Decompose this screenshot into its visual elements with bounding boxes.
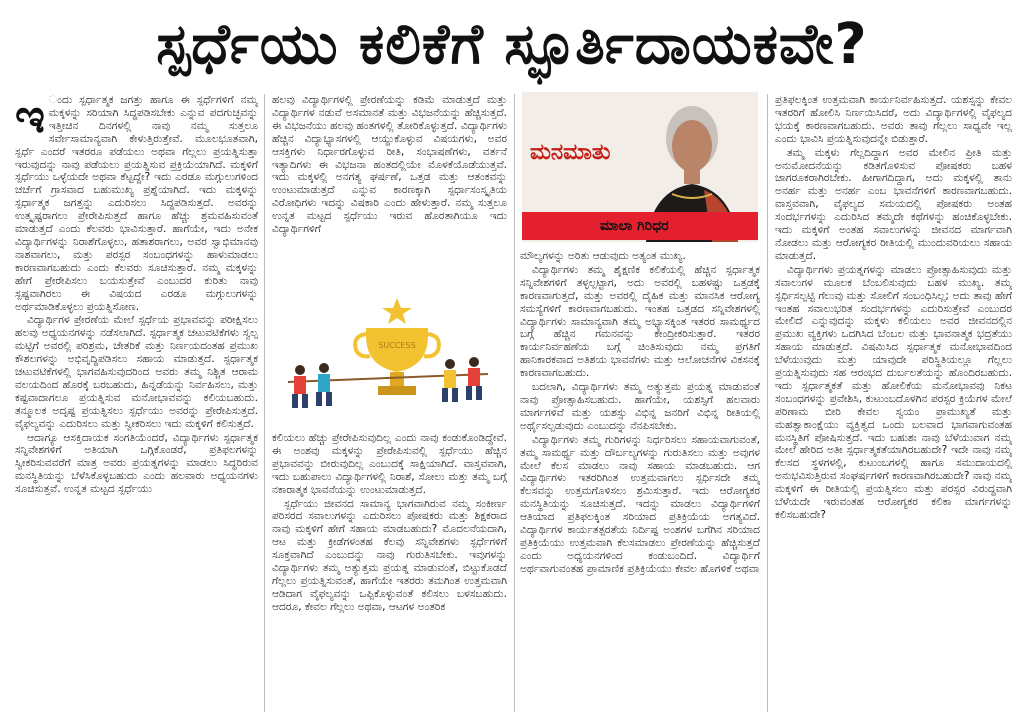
column-divider	[767, 94, 768, 712]
article-column-2-bottom	[272, 432, 507, 712]
paragraph: ವಿದ್ಯಾರ್ಥಿಗಳು ಪ್ರಯತ್ನಗಳನ್ನು ಮಾಡಲು ಪ್ರೋತ್ಸಾಹಿಸುವುದು ಮತ್ತು ಸವಾಲುಗಳ ಮೂಲಕ ಬೆಂಬಲಿಸುವುದು ಬಹಳ ಮುಖ್ಯ. ತಮ್ಮ ಸ್ಪರ್ಧಿಸಲ್ಪಟ್ಟಿ ಗೆಲುವು ಮತ್ತು ಸೋಲಿಗೆ ಸಂಬಂಧಿಸಿಲ್ಲ; ಅದು ತಾವು ಹೇಗೆ ಇಂತಹ ಸವಾಲುಭರಿತ ಸಂದರ್ಭಗಳನ್ನು ಎದುರಿಸುತ್ತೇವೆ ಎಂಬುದರ ಮೇಲಿದೆ ಎನ್ನುವುದನ್ನು ಮಕ್ಕಳು ಕಲಿಯಲು ಅವರ ಜೀವನದಲ್ಲಿನ ಪ್ರಮುಖ ವ್ಯಕ್ತಿಗಳು ಒದಗಿಸಿದ ಬೆಂಬಲ ಮತ್ತು ಭಾವನಾತ್ಮಕ ಭದ್ರತೆಯು ಸಹಾಯ ಮಾಡುತ್ತದೆ. ವಿಷಮಿಸಿದ ಸ್ಪರ್ಧಾತ್ಮಕ ಮನೋಭಾವದಿಂದ ಬೆಳೆಯುವುದು ಮತ್ತು ಯಾವುದೇ ಪರಿಸ್ಥಿತಿಯಲ್ಲೂ ಗೆಲ್ಲಲು ಪ್ರಯತ್ನಿಸುವುದು ಸಹ ಆರಂಭದ ದುರ್ಬಲತೆಯನ್ನು ಹೊಂದಿರಬಹುದು. ಇದು ಸ್ಪರ್ಧಾತ್ಮಕತೆ ಮತ್ತು ಹೋಲಿಕೆಯ ಮನೋಭಾವವು ನಿಕಟ ಸಂಬಂಧಗಳನ್ನು ಪ್ರವೇಶಿಸಿ, ಕುಟುಂಬದೊಳಗಿನ ಪರಸ್ಪರ ಕ್ರಿಯೆಗಳ ಮೇಲೆ ಪರಿಣಾಮ ಬೀರಿ ಕೇವಲ ಸ್ವಯಂ ಪ್ರಾಮುಖ್ಯತೆ ಮತ್ತು ಮಹತ್ವಾಕಾಂಕ್ಷೆಯು ವ್ಯಕ್ತಿತ್ವದ ಒಂದು ಬಲವಾದ ಭಾಗವಾಗುವಂತಹ ಮನಸ್ಥಿತಿಗೆ ಪೋಷಿಸುತ್ತದೆ. ಇದು ಬಹುಶಃ ನಾವು ಬೆಳೆಯುವಾಗ ನಮ್ಮ ಮೇಲೆ ಹೇರಿದ ಅತೀ ಸ್ಪರ್ಧಾತ್ಮಕತೆಯಾಗಿರಬಹುದೇ? ಇದೇ ನಾವು ನಮ್ಮ ಕೆಲಸದ ಸ್ಥಳಗಳಲ್ಲಿ, ಕುಟುಂಬಗಳಲ್ಲಿ ಹಾಗೂ ಸಮುದಾಯದಲ್ಲಿ ಅನುಭವಿಸುತ್ತಿರುವ ಸಂಘರ್ಷಗಳಿಗೆ ಕಾರಣವಾಗಿರಬಹುದೇ? ನಾವು ನಮ್ಮ ಮಕ್ಕಳಿಗೆ ಈ ರೀತಿಯಲ್ಲಿ ಪ್ರಯತ್ನಿಸಲು ಮತ್ತು ಪರಸ್ಪರ ವಿರುದ್ಧವಾಗಿ ಬೆಳೆಯದೇ ಇರುವಂತಹ ಆರೋಗ್ಯಕರ ಕಲಿಕಾ ಮಾರ್ಗಗಳನ್ನು ಕಲಿಸಬಹುದೇ?	[775, 263, 1012, 521]
paragraph: ಂದು ಸ್ಪರ್ಧಾತ್ಮಕ ಜಗತ್ತು ಹಾಗೂ ಈ ಸ್ಪರ್ಧೆಗಳಿಗೆ ನಮ್ಮ ಮಕ್ಕಳನ್ನು ಸರಿಯಾಗಿ ಸಿದ್ಧಪಡಿಸಬೇಕು ಎನ್ನುವ ಪದಗುಚ್ಛವನ್ನು ಇತ್ತೀಚಿನ ದಿನಗಳಲ್ಲಿ ನಾವು ನಮ್ಮ ಸುತ್ತಲೂ ಸರ್ವೇಸಾಮಾನ್ಯವಾಗಿ ಕೇಳುತ್ತಿರುತ್ತೇವೆ. ಮೂಲಭೂತವಾಗಿ, ಸ್ಪರ್ಧೆ ಎಂದರೆ ಇತರರೂ ಪಡೆಯಲು ಅಥವಾ ಗೆಲ್ಲಲು ಪ್ರಯತ್ನಿಸುತ್ತಾ ಇರುವುದನ್ನು ನಾವು ಪಡೆಯಲು ಪ್ರಯತ್ನಿಸುವ ಪ್ರಕ್ರಿಯೆಯಾಗಿದೆ. ಮಕ್ಕಳಿಗೆ ಸ್ಪರ್ಧೆಯು ಒಳ್ಳೆಯದೇ ಅಥವಾ ಕೆಟ್ಟದ್ದೇ? ಇದು ಎರಡೂ ಮಗ್ಗುಲುಗಳಿಂದ ಚರ್ಚೆಗೆ ಗ್ರಾಸವಾದ ಬಹುಮುಖ್ಯ ಪ್ರಶ್ನೆಯಾಗಿದೆ. ಇದು ಮಕ್ಕಳನ್ನು ಸ್ಪರ್ಧಾತ್ಮಕ ಜಗತ್ತನ್ನು ಎದುರಿಸಲು ಸಿದ್ಧಪಡಿಸುತ್ತದೆ. ಅವರನ್ನು ಉತ್ಕೃಷ್ಟರಾಗಲು ಪ್ರೇರೇಪಿಸುತ್ತದೆ ಹಾಗೂ ಹೆಚ್ಚು ಶ್ರಮವಹಿಸುವಂತೆ ಮಾಡುತ್ತದೆ ಎಂದು ಕೆಲವರು ಭಾವಿಸುತ್ತಾರೆ. ಹಾಗೆಯೇ, ಇದು ಅನೇಕ ವಿದ್ಯಾರ್ಥಿಗಳನ್ನು ನಿರಾಶೆಗೊಳ್ಳಲು, ಹತಾಶರಾಗಲು, ಅವರ ಸ್ವಾಭಿಮಾನವು ನಾಶವಾಗಲು, ಮತ್ತು ಪರಸ್ಪರ ಸಂಬಂಧಗಳನ್ನು ಹಾಳುಮಾಡಲು ಕಾರಣವಾಗಬಹುದು ಎಂದು ಕೆಲವರು ಸೂಚಿಸುತ್ತಾರೆ. ನಮ್ಮ ಮಕ್ಕಳನ್ನು ಹೇಗೆ ಪ್ರೇರೇಪಿಸಲು ಬಯಸುತ್ತೇವೆ ಎಂಬುದರ ಕುರಿತು ನಾವು ಸ್ಪಷ್ಟವಾಗಿರಲು ಈ ವಿಷಯದ ಎರಡೂ ಮಗ್ಗುಲುಗಳನ್ನು ಅರ್ಥಮಾಡಿಕೊಳ್ಳಲು ಪ್ರಯತ್ನಿಸೋಣ.	[15, 94, 258, 313]
column-divider	[264, 94, 265, 712]
paragraph: ತಮ್ಮ ಮಕ್ಕಳು ಗೆಲ್ಲದಿದ್ದಾಗ ಅವರ ಮೇಲಿನ ಪ್ರೀತಿ ಮತ್ತು ಅನುಮೋದನೆಯನ್ನು ಕಡಿತಗೊಳಿಸುವ ಪೋಷಕರು ಬಹಳ ಜಾಗರೂಕರಾಗಿರಬೇಕು. ಹೀಗಾಗದಿದ್ದಾಗ, ಅದು ಮಕ್ಕಳಲ್ಲಿ ತಾನು ಅನರ್ಹ ಮತ್ತು ಅನರ್ಹ ಎಂಬ ಭಾವನೆಗಳಿಗೆ ಕಾರಣವಾಗಬಹುದು. ವಾಸ್ತವವಾಗಿ, ವೈಫಲ್ಯದ ಸಮಯದಲ್ಲಿ ಪೋಷಕರು ಅಂತಹ ಸಂದರ್ಭಗಳನ್ನು ಎದುರಿಸಿದ ತಮ್ಮದೇ ಕಥೆಗಳನ್ನು ಹಂಚಿಕೊಳ್ಳಬೇಕು. ಇದು ಮಕ್ಕಳಿಗೆ ಅಂತಹ ಸವಾಲುಗಳನ್ನು ಜೀವನದ ಮಾರ್ಗವಾಗಿ ನೋಡಲು ಮತ್ತು ಆರೋಗ್ಯಕರ ರೀತಿಯಲ್ಲಿ ಮುಂದುವರಿಯಲು ಸಹಾಯ ಮಾಡುತ್ತದೆ.	[775, 146, 1012, 262]
tug-of-war-trophy-illustration	[278, 296, 500, 414]
paragraph: ಸ್ಪರ್ಧೆಯು ಜೀವನದ ಸಾಮಾನ್ಯ ಭಾಗವಾಗಿರುವ ನಮ್ಮ ಸಂಕೀರ್ಣ ಪರಿಸರದ ಸವಾಲುಗಳನ್ನು ಎದುರಿಸಲು ಪೋಷಕರು ಮತ್ತು ಶಿಕ್ಷಕರಾದ ನಾವು ಮಕ್ಕಳಿಗೆ ಹೇಗೆ ಸಹಾಯ ಮಾಡಬಹುದು? ಮೊದಲನೆಯದಾಗಿ, ಆಟ ಮತ್ತು ಕ್ರೀಡೆಗಳಂತಹ ಕೆಲವು ಸನ್ನಿವೇಶಗಳು ಸ್ಪರ್ಧೆಗಳಿಗೆ ಸೂಕ್ತವಾಗಿದೆ ಎಂಬುದನ್ನು ನಾವು ಗುರುತಿಸಬೇಕು. ಇವುಗಳನ್ನು ವಿದ್ಯಾರ್ಥಿಗಳು ತಮ್ಮ ಅತ್ಯುತ್ತಮ ಪ್ರಯತ್ನ ಮಾಡುವಂತೆ, ಬಿಟ್ಟುಕೊಡದೆ ಗೆಲ್ಲಲು ಪ್ರಯತ್ನಿಸುವಂತೆ, ಹಾಗೆಯೇ ಇತರರು ತಮಗಿಂತ ಉತ್ತಮವಾಗಿ ಆಡಿದಾಗ ವೈಫಲ್ಯವನ್ನು ಒಪ್ಪಿಕೊಳ್ಳುವಂತೆ ಕಲಿಸಲು ಬಳಸಬಹುದು. ಆದರೂ, ಕೇವಲ ಗೆಲ್ಲಲು ಅಥವಾ, ಆಟಗಳ ಅಂತರಿಕ	[272, 497, 507, 613]
headline: ಸ್ಪರ್ಧೆಯು ಕಲಿಕೆಗೆ ಸ್ಫೂರ್ತಿದಾಯಕವೇ?	[156, 12, 868, 77]
column-title: ಮನಮಾತು	[530, 140, 611, 165]
paragraph: ಪ್ರತಿಫಲಕ್ಕಿಂತ ಉತ್ತಮವಾಗಿ ಕಾರ್ಯನಿರ್ವಹಿಸುತ್ತದೆ. ಯಶಸ್ಸನ್ನು ಕೇವಲ ಇತರರಿಗೆ ಹೋಲಿಸಿ ನಿರ್ಣಯಿಸಿದರೆ, ಅದು ವಿದ್ಯಾರ್ಥಿಗಳಲ್ಲಿ ವೈಫಲ್ಯದ ಭಯಕ್ಕೆ ಕಾರಣವಾಗಬಹುದು. ಅವರು ತಾವು ಗೆಲ್ಲಲು ಸಾಧ್ಯವೇ ಇಲ್ಲ ಎಂದು ಭಾವಿಸಿ ಪ್ರಯತ್ನಿಸುವುದನ್ನೇ ಬಿಡುತ್ತಾರೆ.	[775, 94, 1012, 145]
paragraph: ಕಲಿಯಲು ಹೆಚ್ಚು ಪ್ರೇರೇಪಿಸುವುದಿಲ್ಲ ಎಂದು ನಾವು ಕಂಡುಕೊಂಡಿದ್ದೇವೆ. ಈ ಅಂಶವು ಮಕ್ಕಳನ್ನು ಪ್ರೇರೇಪಿಸುವಲ್ಲಿ ಸ್ಪರ್ಧೆಯು ಹೆಚ್ಚಿನ ಪ್ರಭಾವವನ್ನು ಬೀರುವುದಿಲ್ಲ ಎಂಬುದಕ್ಕೆ ಸಾಕ್ಷಿಯಾಗಿದೆ. ವಾಸ್ತವವಾಗಿ, ಇದು ಬಹುಪಾಲು ವಿದ್ಯಾರ್ಥಿಗಳಲ್ಲಿ ನಿರಾಶೆ, ಸೋಲು ಮತ್ತು ತಮ್ಮ ಬಗ್ಗೆ ನಕಾರಾತ್ಮಕ ಭಾವನೆಯನ್ನು ಉಂಟುಮಾಡುತ್ತದೆ.	[272, 432, 507, 496]
paragraph: ಹಲವು ವಿದ್ಯಾರ್ಥಿಗಳಲ್ಲಿ ಪ್ರೇರಣೆಯನ್ನು ಕಡಿಮೆ ಮಾಡುತ್ತದೆ ಮತ್ತು ವಿದ್ಯಾರ್ಥಿಗಳ ನಡುವೆ ಅಸಮಾನತೆ ಮತ್ತು ವಿಭಜನೆಯನ್ನು ಹೆಚ್ಚಿಸುತ್ತದೆ. ಈ ವಿಭಜನೆಯು ಹಲವು ಹಂತಗಳಲ್ಲಿ ತೋರಿಕೊಳ್ಳುತ್ತದೆ. ವಿದ್ಯಾರ್ಥಿಗಳು ಹೆಚ್ಚಿನ ವಿದ್ಯಾಭ್ಯಾಸಗಳಲ್ಲಿ ಆಯ್ದುಕೊಳ್ಳುವ ವಿಷಯಗಳು, ಅವರ ಆಸಕ್ತಿಗಳು ನಿರ್ಧಾರಗೊಳ್ಳುವ ರೀತಿ, ಸಂಭಾಷಣೆಗಳು, ವರ್ತನೆ ಇತ್ಯಾದಿಗಳು ಈ ವಿಭಜನಾ ಹಂತದಲ್ಲಿಯೇ ಮೊಳಕೆಯೊಡೆಯುತ್ತವೆ. ಇದು ಮಕ್ಕಳಲ್ಲಿ ಅನಗತ್ಯ ಘರ್ಷಣೆ, ಒತ್ತಡ ಮತ್ತು ಆತಂಕವನ್ನು ಉಂಟುಮಾಡುತ್ತದೆ ಎನ್ನುವ ಕಾರಣಕ್ಕಾಗಿ ಸ್ಪರ್ಧಾಸಂಸ್ಕೃತಿಯ ವಿರೋಧಿಗಳು ಇದನ್ನು ವಿಷಕಾರಿ ಎಂದು ಹೇಳುತ್ತಾರೆ. ನಮ್ಮ ಸುತ್ತಲೂ ಉನ್ನತ ಮಟ್ಟದ ಸ್ಪರ್ಧೆಯು ಇರುವ ಹೊರತಾಗಿಯೂ ಇದು ವಿದ್ಯಾರ್ಥಿಗಳಿಗೆ	[272, 94, 507, 236]
paragraph: ವಿದ್ಯಾರ್ಥಿಗಳು ತಮ್ಮ ಗುರಿಗಳನ್ನು ನಿರ್ಧರಿಸಲು ಸಹಾಯವಾಗುವಂತೆ, ತಮ್ಮ ಸಾಮರ್ಥ್ಯ ಮತ್ತು ದೌರ್ಬಲ್ಯಗಳನ್ನು ಗುರುತಿಸಲು ಮತ್ತು ಅವುಗಳ ಮೇಲೆ ಕೆಲಸ ಮಾಡಲು ನಾವು ಸಹಾಯ ಮಾಡಬಹುದು. ಆಗ ವಿದ್ಯಾರ್ಥಿಗಳು ಇತರರಿಗಿಂತ ಉತ್ತಮವಾಗಲು ಸ್ಪರ್ಧಿಸದೇ ತಮ್ಮ ಕೆಲಸವನ್ನು ಉತ್ತಮಗೊಳಿಸಲು ಶ್ರಮಿಸುತ್ತಾರೆ. ಇದು ಆರೋಗ್ಯಕರ ಮನಸ್ಥಿತಿಯನ್ನು ಸೂಚಿಸುತ್ತದೆ. ಇದನ್ನು ಮಾಡಲು ವಿದ್ಯಾರ್ಥಿಗಳಿಗೆ ಆತಿಯಾದ ಪ್ರತಿಫಲಕ್ಕಿಂತ ಸರಿಯಾದ ಪ್ರತಿಕ್ರಿಯೆಯ ಅಗತ್ಯವಿದೆ. ವಿದ್ಯಾರ್ಥಿಗಳ ಕಾರ್ಯತತ್ಪರತೆಯ ನಿರ್ದಿಷ್ಟ ಅಂಶಗಳ ಬಗೆಗಿನ ಸರಿಯಾದ ಪ್ರತಿಕ್ರಿಯೆಯು ಉತ್ತಮವಾಗಿ ಕೆಲಸಮಾಡಲು ಪ್ರೇರಣೆಯನ್ನು ಹೆಚ್ಚಿಸುತ್ತದೆ ಎಂದು ಅಧ್ಯಯನಗಳಿಂದ ಕಂಡುಬಂದಿದೆ. ವಿದ್ಯಾರ್ಥಿಗೆ ಅರ್ಥವಾಗುವಂತಹ ಪ್ರಾಮಾಣಿಕ ಪ್ರತಿಕ್ರಿಯೆಯು ಕೇವಲ ಹೊಗಳಿಕೆ ಅಥವಾ	[520, 433, 760, 575]
article-column-1	[15, 94, 258, 712]
paragraph: ಬದಲಾಗಿ, ವಿದ್ಯಾರ್ಥಿಗಳು ತಮ್ಮ ಅತ್ಯುತ್ತಮ ಪ್ರಯತ್ನ ಮಾಡುವಂತೆ ನಾವು ಪ್ರೋತ್ಸಾಹಿಸಬಹುದು. ಹಾಗೆಯೇ, ಯಶಸ್ಸಿಗೆ ಹಲವಾರು ಮಾರ್ಗಗಳಿವೆ ಮತ್ತು ಯಶಸ್ಸು ವಿಭಿನ್ನ ಜನರಿಗೆ ವಿಭಿನ್ನ ರೀತಿಯಲ್ಲಿ ಅರ್ಥೈಸಲ್ಪಡುವುದು ಎಂಬುದನ್ನು ನೆನಪಿಸಬೇಕು.	[520, 381, 760, 432]
paragraph: ಆದಾಗ್ಯೂ ಆಸಕ್ತಿದಾಯಕ ಸಂಗತಿಯೆಂದರೆ, ವಿದ್ಯಾರ್ಥಿಗಳು ಸ್ಪರ್ಧಾತ್ಮಕ ಸನ್ನಿವೇಶಗಳಿಗೆ ಅತಿಯಾಗಿ ಒಗ್ಗಿಕೊಂಡರೆ, ಪ್ರತಿಫಲಗಳನ್ನು ಸ್ವೀಕರಿಸುವವರೆಗೆ ಮಾತ್ರ ಅವರು ಪ್ರಯತ್ನಗಳನ್ನು ಮಾಡಲು ಸಿದ್ಧರಿರುವ ಮನಸ್ಥಿತಿಯನ್ನು ಬೆಳೆಸಿಕೊಳ್ಳಬಹುದು ಎಂದು ಹಲವಾರು ಅಧ್ಯಯನಗಳು ಸೂಚಿಸುತ್ತವೆ. ಉನ್ನತ ಮಟ್ಟದ ಸ್ಪರ್ಧೆಯು	[15, 431, 258, 496]
paragraph: ವಿದ್ಯಾರ್ಥಿಗಳು ತಮ್ಮ ಶೈಕ್ಷಣಿಕ ಕಲಿಕೆಯಲ್ಲಿ ಹೆಚ್ಚಿನ ಸ್ಪರ್ಧಾತ್ಮಕ ಸನ್ನಿವೇಶಗಳಿಗೆ ತಳ್ಳಲ್ಪಟ್ಟಾಗ, ಅದು ಅವರಲ್ಲಿ ಬಹಳಷ್ಟು ಒತ್ತಡಕ್ಕೆ ಕಾರಣವಾಗುತ್ತದೆ, ಮತ್ತು ಅವರಲ್ಲಿ ದೈಹಿಕ ಮತ್ತು ಮಾನಸಿಕ ಆರೋಗ್ಯ ಸಮಸ್ಯೆಗಳಿಗೆ ಕಾರಣವಾಗಬಹುದು. ಇಂತಹ ಒತ್ತಡದ ಸನ್ನಿವೇಶಗಳಲ್ಲಿ ವಿದ್ಯಾರ್ಥಿಗಳು ಸಾಮಾನ್ಯವಾಗಿ ತಮ್ಮ ಅಭ್ಯಾಸಕ್ಕಿಂತ ಇತರರ ಸಾಮರ್ಥ್ಯದ ಬಗ್ಗೆ ಹೆಚ್ಚಿನ ಗಮನವನ್ನು ಕೇಂದ್ರೀಕರಿಸುತ್ತಾರೆ. ಇತರರ ಕಾರ್ಯನಿರ್ವಹಣೆಯ ಬಗ್ಗೆ ಚಿಂತಿಸುವುದು ನಮ್ಮ ಪ್ರಗತಿಗೆ ಹಾನಿಕಾರಕವಾದ ಅತಿಶಯ ಭಾವನೆಗಳು ಮತ್ತು ಆಲೋಚನೆಗಳ ವಿಕಸನಕ್ಕೆ ಕಾರಣವಾಗಬಹುದು.	[520, 263, 760, 380]
author-name: ಮಾಲಾ ಗಿರಿಧರ	[600, 218, 669, 234]
trophy-label: SUCCESS	[378, 341, 416, 350]
article-column-3	[520, 250, 760, 712]
column-divider	[514, 94, 515, 712]
article-column-2-top	[272, 94, 507, 254]
paragraph: ವಿದ್ಯಾರ್ಥಿಗಳ ಪ್ರೇರಣೆಯ ಮೇಲೆ ಸ್ಪರ್ಧೆಯ ಪ್ರಭಾವವನ್ನು ಪರೀಕ್ಷಿಸಲು ಹಲವು ಅಧ್ಯಯನಗಳನ್ನು ನಡೆಸಲಾಗಿದೆ. ಸ್ಪರ್ಧಾತ್ಮಕ ಚಟುವಟಿಕೆಗಳು ಸ್ವಲ್ಪ ಮಟ್ಟಿಗೆ ಅವರಲ್ಲಿ ಪರಿಶ್ರಮ, ಚೇತರಿಕೆ ಮತ್ತು ನಿರ್ಣಯದಂತಹ ಪ್ರಮುಖ ಕೌಶಲಗಳನ್ನು ಅಭಿವೃದ್ಧಿಪಡಿಸಲು ಸಹಾಯ ಮಾಡುತ್ತದೆ. ಸ್ಪರ್ಧಾತ್ಮಕ ಚಟುವಟಿಕೆಗಳಲ್ಲಿ ಭಾಗವಹಿಸುವುದರಿಂದ ಅವರು ತಮ್ಮ ನಿಶ್ಚಿತ ಆರಾಮ ವಲಯದಿಂದ ಹೊರಕ್ಕೆ ಬರಬಹುದು, ಹಿನ್ನಡೆಯನ್ನು ನಿರ್ವಹಿಸಲು, ಮತ್ತು ಕಷ್ಟವಾದಾಗಲೂ ಪ್ರಯತ್ನಿಸುವ ಮನೋಭಾವವನ್ನು ಕಲಿಯಬಹುದು. ತನ್ಮೂಲಕ ಅದೃಷ್ಟ ಪ್ರಯತ್ನಿಸಲು ಸ್ಪರ್ಧೆಯು ಅವರನ್ನು ಪ್ರೇರೇಪಿಸುತ್ತದೆ. ವೈಫಲ್ಯವನ್ನು ಎದುರಿಸಲು ಮತ್ತು ಸ್ವೀಕರಿಸಲು ಇದು ಮಕ್ಕಳಿಗೆ ಕಲಿಸುತ್ತದೆ.	[15, 314, 258, 430]
article-column-4	[775, 94, 1012, 712]
paragraph: ಮೌಲ್ಯಗಳನ್ನು ಅರಿತು ಆಡುವುದು ಅತ್ಯಂತ ಮುಖ್ಯ.	[520, 250, 686, 262]
dropcap-letter: ಇ	[15, 94, 45, 143]
